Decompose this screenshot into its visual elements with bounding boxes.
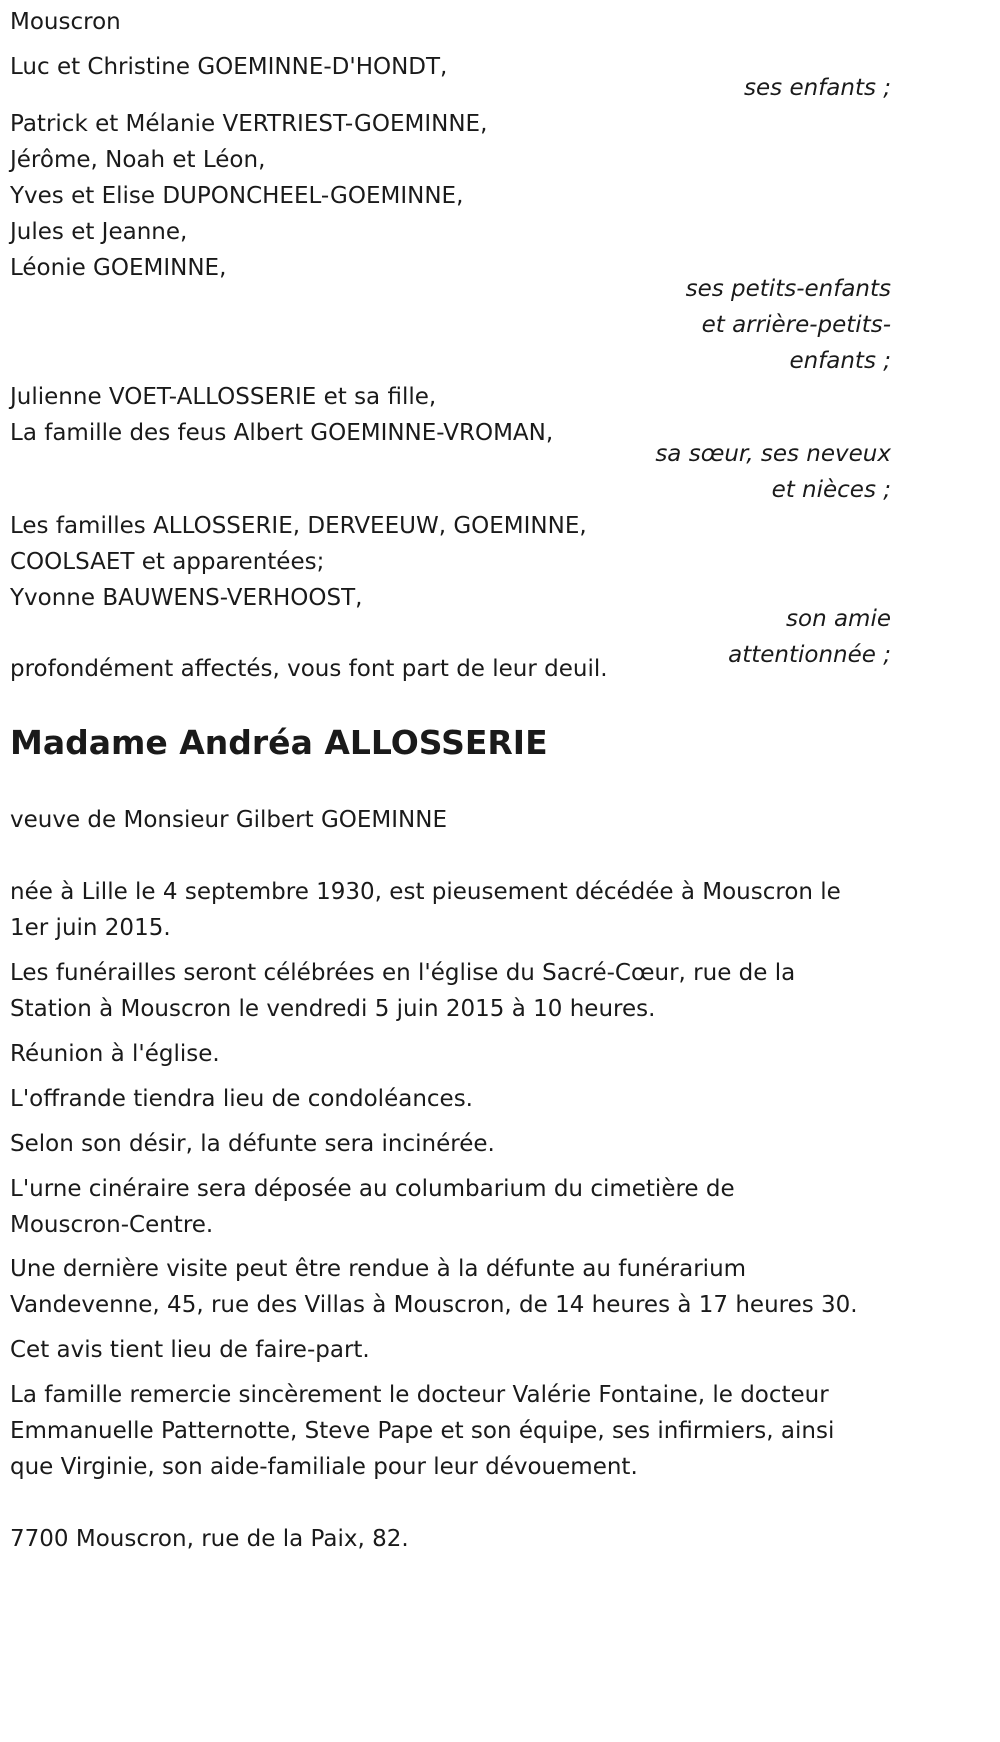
role-label: ses petits-enfants: [685, 276, 891, 302]
family-line: Léonie GOEMINNE,: [10, 255, 227, 281]
family-line: Jules et Jeanne,: [10, 219, 188, 245]
paragraph-line: née à Lille le 4 septembre 1930, est pieusement décédée à Mouscron le: [10, 879, 841, 905]
family-line: Luc et Christine GOEMINNE-D'HONDT,: [10, 54, 448, 80]
role-label: son amie: [786, 606, 891, 632]
family-line: Julienne VOET-ALLOSSERIE et sa fille,: [10, 384, 437, 410]
paragraph-line: Les funérailles seront célébrées en l'église du Sacré-Cœur, rue de la: [10, 960, 796, 986]
role-label: ses enfants ;: [744, 75, 891, 101]
family-line: Les familles ALLOSSERIE, DERVEEUW, GOEMINNE,: [10, 513, 587, 539]
family-line: Jérôme, Noah et Léon,: [10, 147, 266, 173]
paragraph-line: Cet avis tient lieu de faire-part.: [10, 1337, 370, 1363]
role-label: enfants ;: [789, 348, 891, 374]
role-label: et arrière-petits-: [701, 312, 891, 338]
paragraph-line: L'offrande tiendra lieu de condoléances.: [10, 1086, 473, 1112]
paragraph-line: que Virginie, son aide-familiale pour leur dévouement.: [10, 1454, 638, 1480]
paragraph-line: Mouscron-Centre.: [10, 1212, 214, 1238]
paragraph-line: L'urne cinéraire sera déposée au columbarium du cimetière de: [10, 1176, 735, 1202]
family-line: La famille des feus Albert GOEMINNE-VROMAN,: [10, 420, 554, 446]
paragraph-line: La famille remercie sincèrement le docteur Valérie Fontaine, le docteur: [10, 1382, 829, 1408]
role-label: et nièces ;: [771, 477, 891, 503]
address-line: 7700 Mouscron, rue de la Paix, 82.: [10, 1526, 409, 1552]
family-line: Yvonne BAUWENS-VERHOOST,: [10, 585, 363, 611]
paragraph-line: Réunion à l'église.: [10, 1041, 220, 1067]
city-line: Mouscron: [10, 9, 121, 35]
paragraph-line: Une dernière visite peut être rendue à la défunte au funérarium: [10, 1256, 747, 1282]
paragraph-line: Vandevenne, 45, rue des Villas à Mouscron, de 14 heures à 17 heures 30.: [10, 1292, 858, 1318]
role-label: attentionnée ;: [728, 642, 891, 668]
deceased-name: Madame Andréa ALLOSSERIE: [10, 723, 548, 762]
family-line: Yves et Elise DUPONCHEEL-GOEMINNE,: [10, 183, 464, 209]
paragraph-line: Emmanuelle Patternotte, Steve Pape et son équipe, ses infirmiers, ainsi: [10, 1418, 835, 1444]
widow-of: veuve de Monsieur Gilbert GOEMINNE: [10, 807, 447, 833]
closing-line: profondément affectés, vous font part de leur deuil.: [10, 656, 608, 682]
paragraph-line: Station à Mouscron le vendredi 5 juin 2015 à 10 heures.: [10, 996, 656, 1022]
paragraph-line: 1er juin 2015.: [10, 915, 171, 941]
family-line: Patrick et Mélanie VERTRIEST-GOEMINNE,: [10, 111, 488, 137]
role-label: sa sœur, ses neveux: [655, 441, 891, 467]
paragraph-line: Selon son désir, la défunte sera incinérée.: [10, 1131, 495, 1157]
family-line: COOLSAET et apparentées;: [10, 549, 325, 575]
